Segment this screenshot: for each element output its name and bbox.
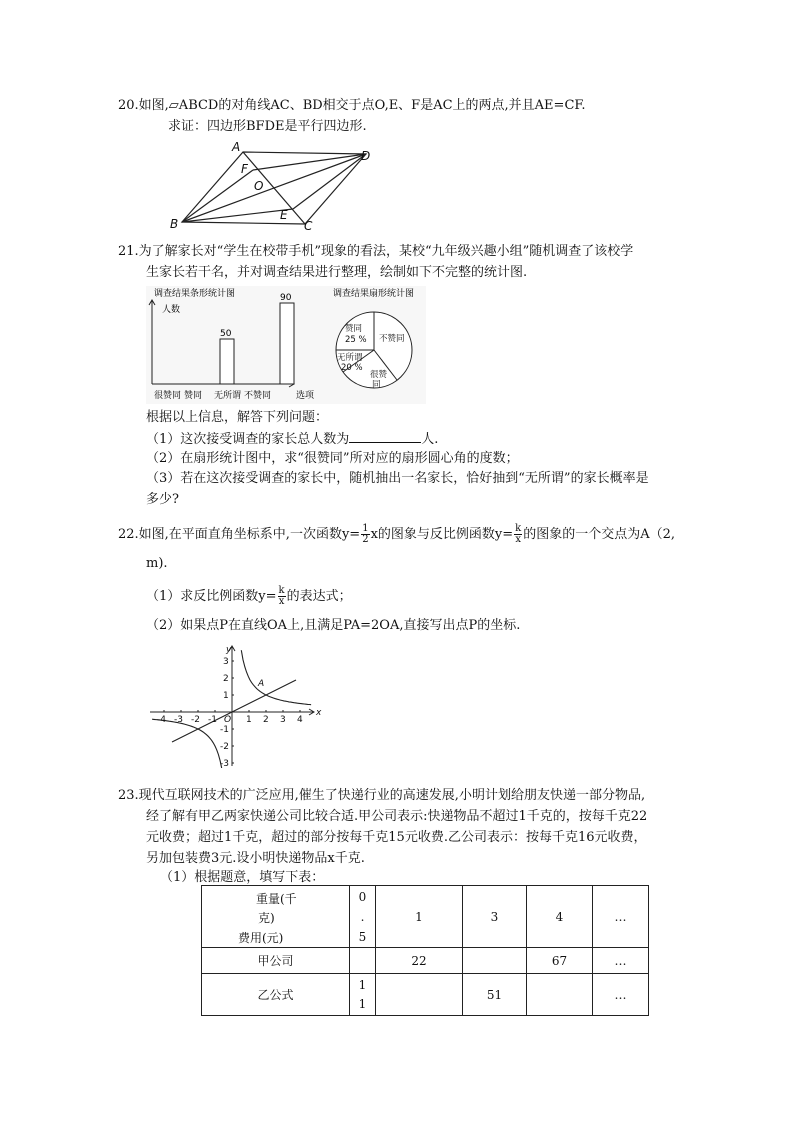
q23-line3: 元收费；超过1千克，超过的部分按每千克15元收费.乙公司表示：按每千克16元收费， <box>146 830 647 845</box>
jia-05 <box>350 948 376 974</box>
row-yi-label: 乙公式 <box>202 974 350 1016</box>
point-A-label: A <box>258 679 265 689</box>
q21-sub1 <box>146 430 438 448</box>
q21-line1: 21.为了解家长对“学生在校带手机”现象的看法，某校“九年级兴趣小组”随机调查了该校学 <box>118 244 634 259</box>
frac-k: k <box>515 523 522 534</box>
jia-4: 67 <box>527 948 593 974</box>
frac-k-2: k <box>278 585 285 596</box>
header-cell <box>202 886 350 948</box>
q22-line1-c: 的图象的一个交点为A（2, <box>523 527 675 542</box>
q22-sub1-b: 的表达式； <box>286 589 352 604</box>
bar-chart-ylabel: 人数 <box>162 305 181 315</box>
q21-sub3a: （3）若在这次接受调查的家长中，随机抽出一名家长，恰好抽到“无所谓”的家长概率是 <box>146 471 649 486</box>
fee-table <box>201 885 649 1016</box>
frac-x-2: x <box>278 596 285 607</box>
bar-value-label: 50 <box>220 329 232 339</box>
bar-value-label: 90 <box>280 293 292 303</box>
axis-x-label: x <box>316 708 322 718</box>
bar-category-label: 赞同 <box>184 391 203 401</box>
y-tick-label: -3 <box>220 759 229 768</box>
q20-line1: 20.如图,▱ABCD的对角线AC、BD相交于点O,E、F是AC上的两点,并且AE=CF. <box>118 98 586 113</box>
yi-05-a: 1 <box>358 977 367 992</box>
coordinate-graph <box>146 642 322 768</box>
x-tick-label: -2 <box>191 715 200 725</box>
q22-line2: m). <box>146 556 168 571</box>
parallelogram-figure <box>168 140 378 232</box>
label-C: C <box>304 219 313 232</box>
q22-sub1 <box>146 586 352 607</box>
cell-weight-05 <box>350 886 376 948</box>
fraction-k-over-x <box>514 524 522 545</box>
y-tick-label: 1 <box>223 691 229 701</box>
cell-weight-more: … <box>593 886 649 948</box>
answer-blank <box>349 430 421 443</box>
cell-weight-1: 1 <box>376 886 463 948</box>
pie-indiff-pct: 20 % <box>341 363 363 373</box>
yi-1 <box>376 974 463 1016</box>
bar <box>280 303 294 384</box>
yi-05-b: 1 <box>358 996 367 1011</box>
q21-line2: 生家长若干名，并对调查结果进行整理，绘制如下不完整的统计图. <box>146 265 528 280</box>
q23-line1: 23.现代互联网技术的广泛应用,催生了快递行业的高速发展,小明计划给朋友快递一部分物品, <box>118 788 646 803</box>
q21-sub1-post: 人. <box>421 432 439 447</box>
head-weight-1: 重量(千 <box>256 892 297 906</box>
pie-indiff-label: 无所谓 <box>337 353 363 363</box>
bar-category-label: 不赞同 <box>244 391 272 401</box>
frac-num: 1 <box>362 523 369 534</box>
hyperbola-branch <box>241 650 311 705</box>
pie-agree-pct: 25 % <box>345 335 367 345</box>
label-F: F <box>241 162 248 176</box>
q22-sub1-a: （1）求反比例函数y= <box>146 589 277 604</box>
pie-agree-label: 赞同 <box>345 324 363 334</box>
label-A: A <box>232 140 241 154</box>
jia-3 <box>463 948 527 974</box>
pie-chart <box>326 286 426 404</box>
q22-line1 <box>118 524 675 545</box>
label-O: O <box>254 179 264 193</box>
cell-weight-3: 3 <box>463 886 527 948</box>
frac-den: 2 <box>362 534 369 545</box>
q22-line1-b: x的图象与反比例函数y= <box>370 527 514 542</box>
head-weight-2: 克) <box>258 911 275 925</box>
bar-chart <box>146 286 316 404</box>
yi-3: 51 <box>463 974 527 1016</box>
hyperbola-branch <box>152 719 222 768</box>
q21-sub3b: 多少? <box>146 492 179 507</box>
q20-line2: 求证：四边形BFDE是平行四边形. <box>168 119 367 134</box>
y-tick-label: -1 <box>220 725 229 735</box>
pie-strong-label2: 同 <box>372 380 381 390</box>
bar <box>220 339 234 384</box>
q23-sub1: （1）根据题意，填写下表： <box>160 870 325 885</box>
q21-sub2: （2）在扇形统计图中，求“很赞同”所对应的扇形圆心角的度数； <box>146 451 519 466</box>
pie-strong-label1: 很赞 <box>370 370 388 380</box>
pie-disagree-label: 不赞同 <box>379 334 405 344</box>
label-B: B <box>170 217 179 231</box>
x-tick-label: -4 <box>157 715 166 725</box>
jia-more: … <box>593 948 649 974</box>
x-tick-label: 4 <box>297 715 303 725</box>
q22-line1-a: 22.如图,在平面直角坐标系中,一次函数y= <box>118 527 361 542</box>
bar-category-label: 很赞同 <box>154 391 182 401</box>
yi-05 <box>350 974 376 1016</box>
frac-x: x <box>515 534 521 545</box>
x-tick-label: 2 <box>263 715 269 725</box>
head-fee: 费用(元) <box>238 931 284 945</box>
x-tick-label: -3 <box>174 715 183 725</box>
yi-4 <box>527 974 593 1016</box>
q22-sub2: （2）如果点P在直线OA上,且满足PA=2OA,直接写出点P的坐标. <box>146 618 521 633</box>
w05-0: 0 <box>358 889 367 904</box>
w05-5: 5 <box>358 929 367 944</box>
w05-dot: . <box>360 909 365 924</box>
axis-y-label: y <box>226 645 232 655</box>
q23-line2: 经了解有甲乙两家快递公司比较合适.甲公司表示:快递物品不超过1千克的，按每千克22 <box>146 809 648 824</box>
jia-1: 22 <box>376 948 463 974</box>
table-row-header <box>202 886 649 948</box>
origin-label: O <box>224 715 232 725</box>
table-row-yi <box>202 974 649 1016</box>
q23-line4: 另加包装费3元.设小明快递物品x千克. <box>146 851 365 866</box>
yi-more: … <box>593 974 649 1016</box>
y-tick-label: 3 <box>223 657 229 667</box>
x-tick-label: -1 <box>208 715 217 725</box>
fraction-half <box>361 524 369 545</box>
fraction-k-over-x-2 <box>278 586 286 607</box>
y-tick-label: -2 <box>220 742 229 752</box>
q21-sub1-pre: （1）这次接受调查的家长总人数为 <box>146 432 350 447</box>
label-D: D <box>361 149 371 163</box>
bar-chart-title: 调查结果条形统计图 <box>154 289 236 299</box>
label-E: E <box>280 208 288 222</box>
pie-chart-title: 调查结果扇形统计图 <box>333 289 415 299</box>
bar-chart-xlabel: 选项 <box>296 391 315 401</box>
x-tick-label: 3 <box>280 715 286 725</box>
table-row-jia <box>202 948 649 974</box>
row-jia-label: 甲公司 <box>202 948 350 974</box>
q21-intro: 根据以上信息，解答下列问题： <box>146 410 329 425</box>
bar-category-label: 无所谓 <box>214 391 242 401</box>
cell-weight-4: 4 <box>527 886 593 948</box>
y-tick-label: 2 <box>223 674 229 684</box>
x-tick-label: 1 <box>246 715 252 725</box>
